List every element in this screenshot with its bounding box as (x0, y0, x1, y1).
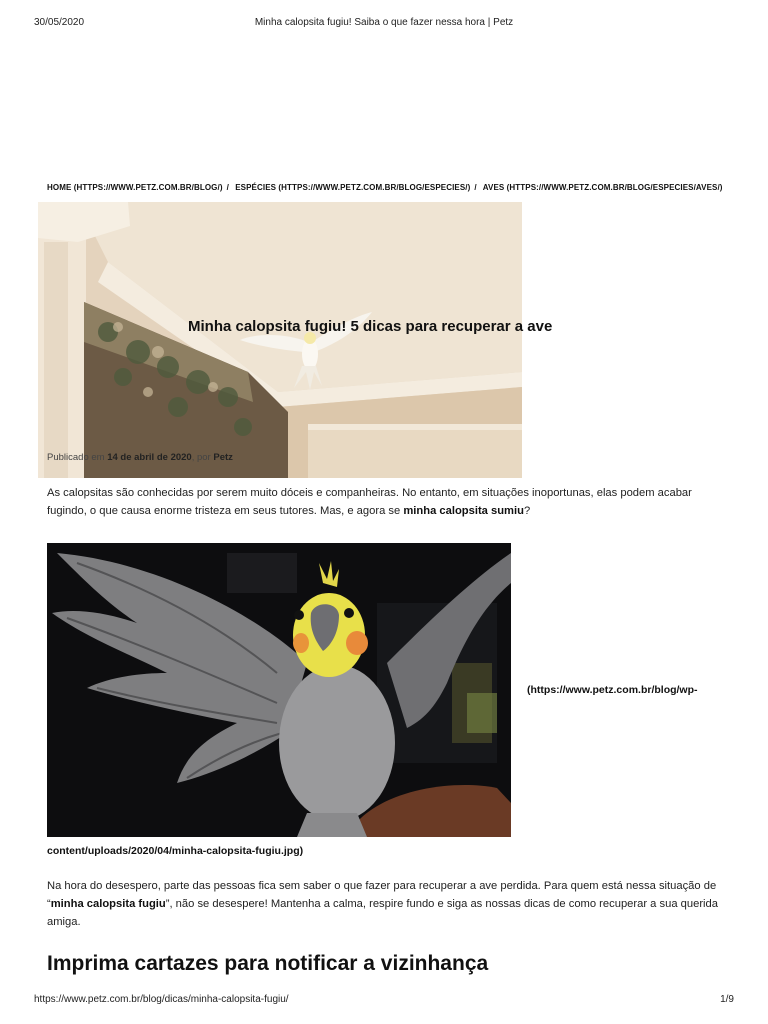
hero-room-bird-illustration (38, 202, 522, 478)
breadcrumb-separator: / (226, 183, 229, 192)
para2-text-end: ”, não se desespere! Mantenha a calma, respire fundo e siga as nossas dicas de como recuperar a sua querida amiga. (47, 898, 718, 928)
print-page-number: 1/9 (720, 994, 734, 1005)
byline-by: , por (191, 452, 211, 463)
print-page-title: Minha calopsita fugiu! Saiba o que fazer nessa hora | Petz (254, 17, 514, 28)
cockatiel-photo[interactable] (47, 543, 511, 837)
photo-source-link-part1[interactable]: (https://www.petz.com.br/blog/wp- (527, 684, 698, 696)
breadcrumb-aves-link[interactable]: AVES (HTTPS://WWW.PETZ.COM.BR/BLOG/ESPECIES/AVES/) (482, 183, 723, 192)
intro-paragraph (47, 484, 723, 520)
print-date: 30/05/2020 (34, 17, 85, 28)
byline-author: Petz (213, 452, 233, 463)
intro-bold: minha calopsita sumiu (403, 505, 524, 517)
article-byline (47, 452, 233, 463)
para2-text-start: Na hora do desespero, parte das pessoas fica sem saber o que fazer para recuperar a ave perdida. Para quem está nessa situação de “ (47, 880, 717, 910)
body-paragraph (47, 877, 723, 931)
article-title: Minha calopsita fugiu! 5 dicas para recuperar a ave (188, 318, 553, 336)
breadcrumb-home-link[interactable]: HOME (HTTPS://WWW.PETZ.COM.BR/BLOG/) (47, 183, 223, 192)
breadcrumb-separator: / (474, 183, 477, 192)
intro-text: As calopsitas são conhecidas por serem muito dóceis e companheiras. No entanto, em situações inoportunas, elas podem acabar fugindo, o que causa enorme tristeza em seus tutores. Mas, e agora se (47, 487, 692, 517)
intro-end: ? (523, 505, 531, 517)
photo-source-link-part2[interactable]: content/uploads/2020/04/minha-calopsita-fugiu.jpg) (47, 845, 304, 857)
hero-image (38, 202, 522, 478)
section-heading: Imprima cartazes para notificar a vizinhança (47, 952, 489, 975)
para2-bold: minha calopsita fugiu (50, 898, 166, 910)
breadcrumb-especies-link[interactable]: ESPÉCIES (HTTPS://WWW.PETZ.COM.BR/BLOG/ESPECIES/) (235, 183, 471, 192)
byline-date: 14 de abril de 2020 (107, 452, 192, 463)
breadcrumb (47, 183, 723, 192)
print-url: https://www.petz.com.br/blog/dicas/minha-calopsita-fugiu/ (34, 994, 289, 1005)
cockatiel-illustration (47, 543, 511, 837)
byline-prefix: Publicado em (47, 452, 105, 463)
